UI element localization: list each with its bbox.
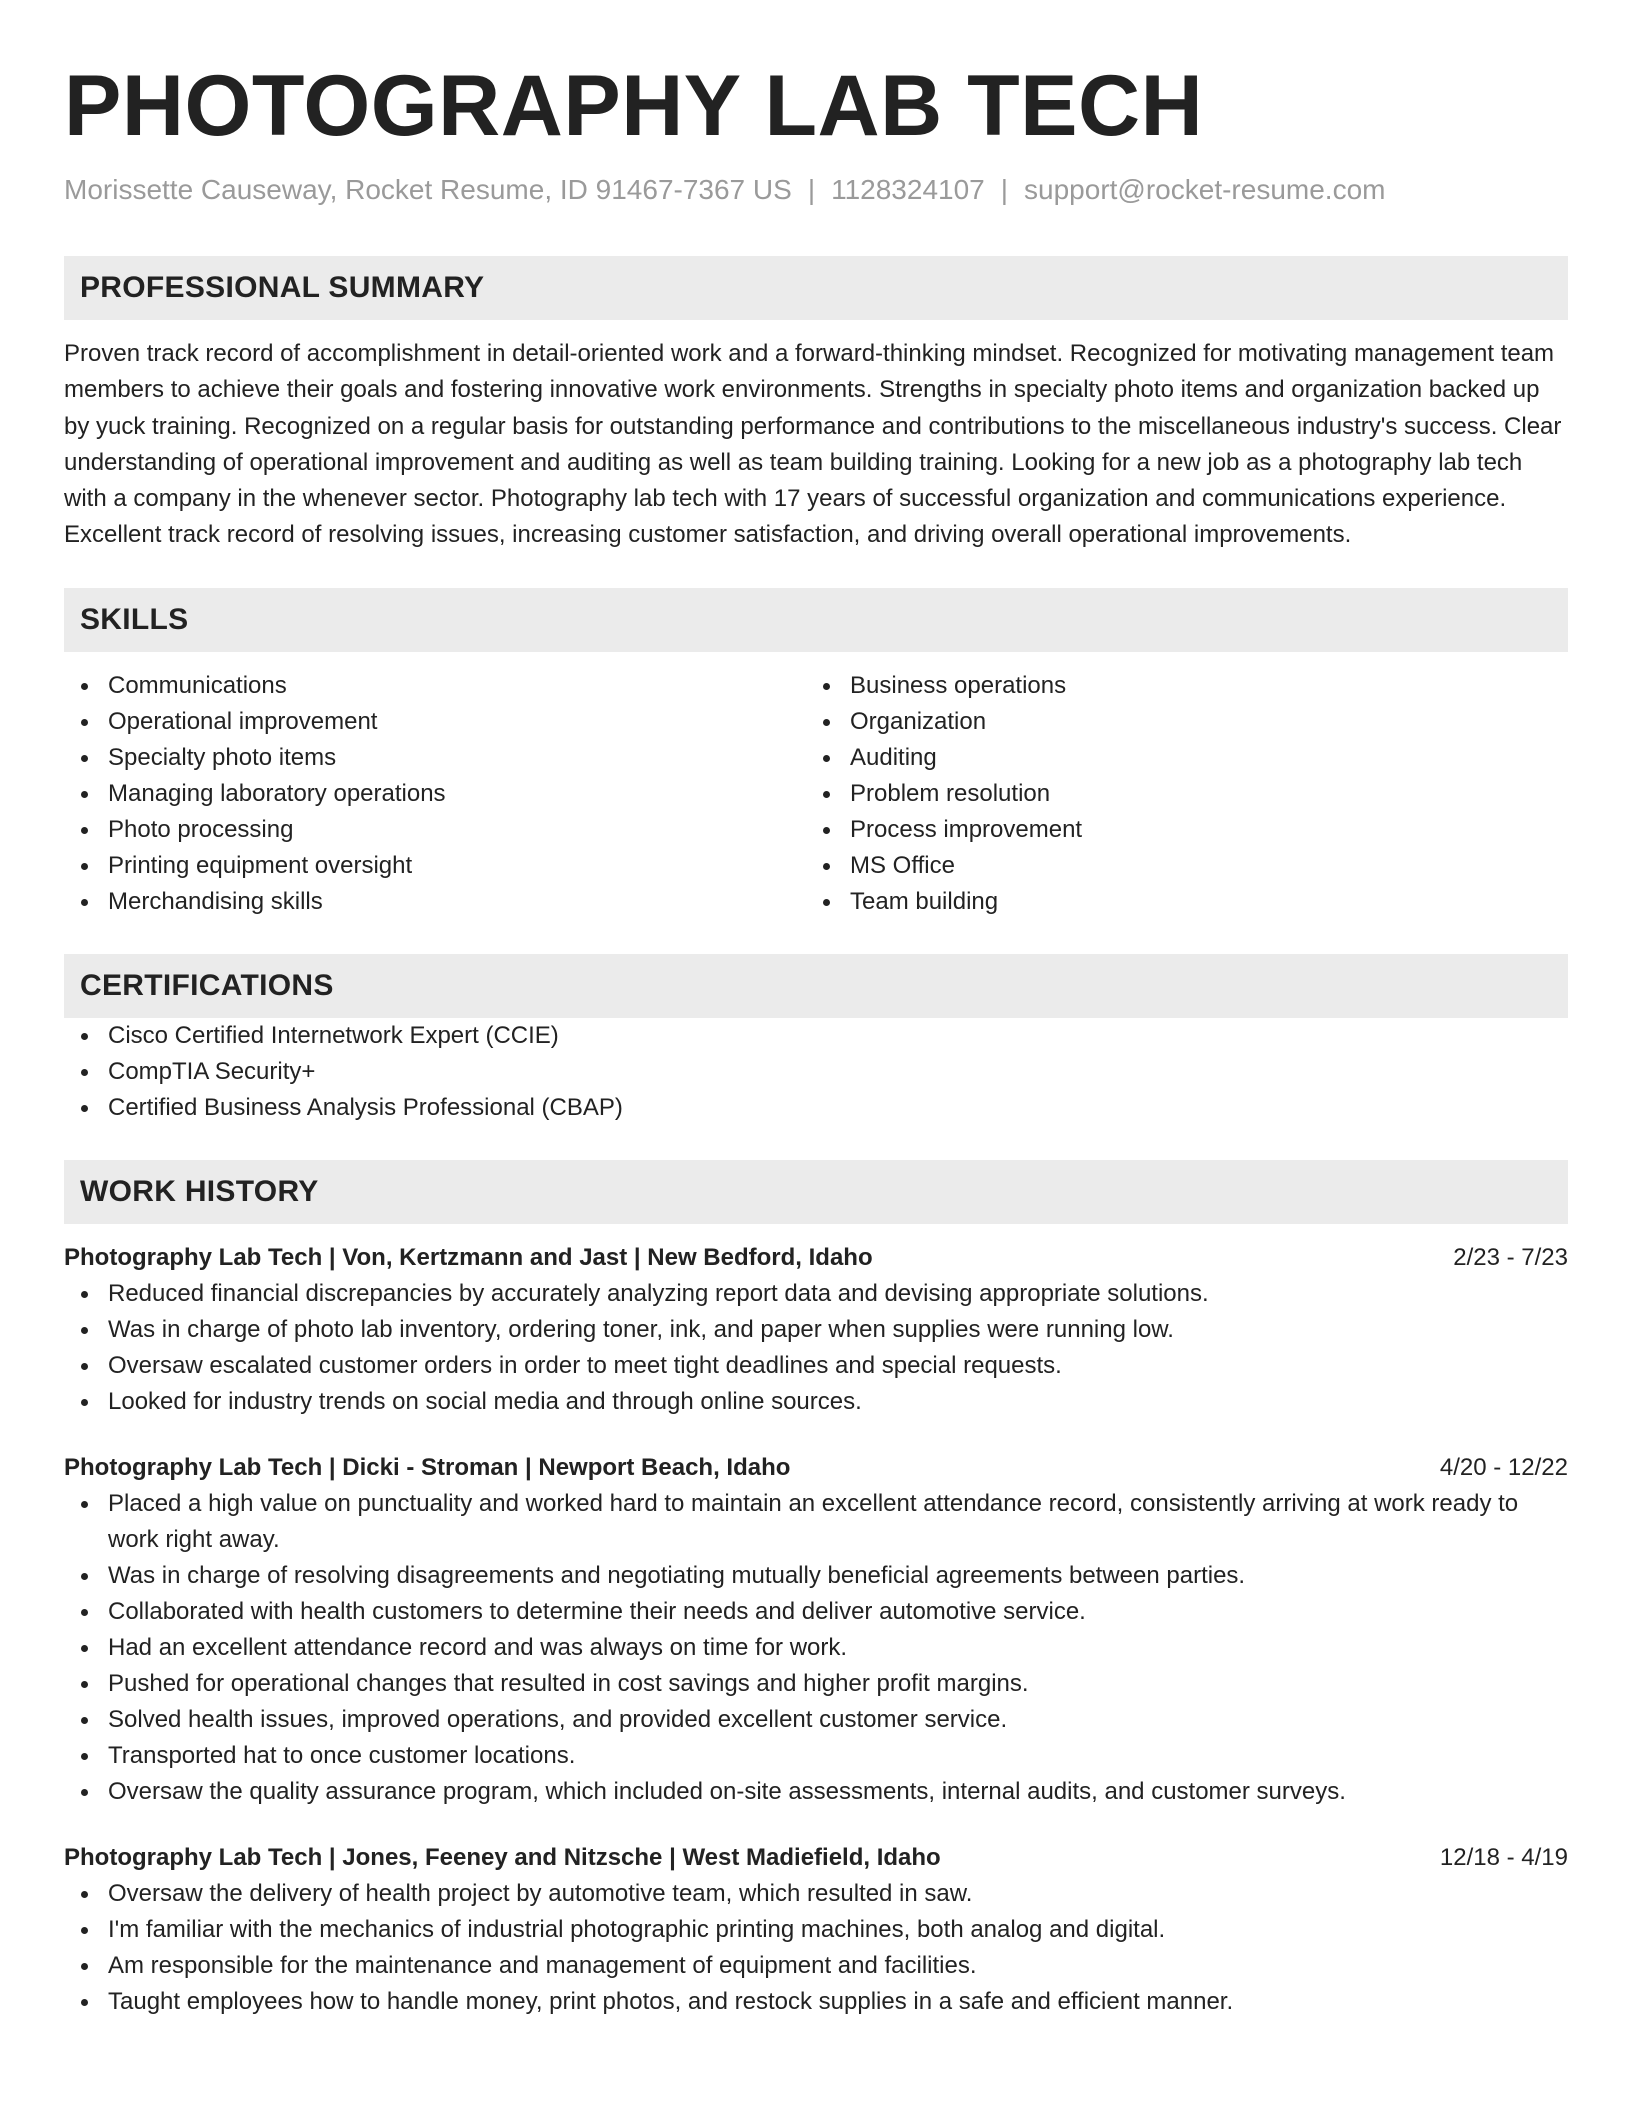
resume-page [64, 0, 1568, 2020]
skill-item: Organization [806, 704, 1548, 740]
job-bullet: Was in charge of resolving disagreements and negotiating mutually beneficial agreements between parties. [64, 1558, 1568, 1594]
contact-email: support@rocket-resume.com [1024, 174, 1386, 205]
job-entry [64, 1450, 1568, 1810]
section-header-certifications: CERTIFICATIONS [64, 954, 1568, 1018]
skills-list [64, 668, 1568, 920]
job-header [64, 1450, 1568, 1486]
skill-item: Managing laboratory operations [64, 776, 806, 812]
skill-item: Team building [806, 884, 1548, 920]
job-bullet: Am responsible for the maintenance and management of equipment and facilities. [64, 1948, 1568, 1984]
job-bullet: Taught employees how to handle money, print photos, and restock supplies in a safe and efficient manner. [64, 1984, 1568, 2020]
job-bullet: Pushed for operational changes that resulted in cost savings and higher profit margins. [64, 1666, 1568, 1702]
skill-item: MS Office [806, 848, 1548, 884]
contact-address: Morissette Causeway, Rocket Resume, ID 91467-7367 US [64, 174, 792, 205]
job-bullet: Reduced financial discrepancies by accurately analyzing report data and devising appropriate solutions. [64, 1276, 1568, 1312]
job-bullet: Oversaw the delivery of health project by automotive team, which resulted in saw. [64, 1876, 1568, 1912]
skills-column-right [806, 668, 1548, 920]
skill-item: Operational improvement [64, 704, 806, 740]
certification-item: Certified Business Analysis Professional (CBAP) [64, 1090, 1568, 1126]
certification-item: Cisco Certified Internetwork Expert (CCIE) [64, 1018, 1568, 1054]
skill-item: Merchandising skills [64, 884, 806, 920]
skill-item: Problem resolution [806, 776, 1548, 812]
skill-item: Business operations [806, 668, 1548, 704]
certification-item: CompTIA Security+ [64, 1054, 1568, 1090]
job-bullet: Oversaw the quality assurance program, which included on-site assessments, internal audits, and customer surveys. [64, 1774, 1568, 1810]
job-title: Photography Lab Tech | Jones, Feeney and Nitzsche | West Madiefield, Idaho [64, 1843, 941, 1871]
section-header-skills: SKILLS [64, 588, 1568, 652]
contact-separator: | [1000, 174, 1009, 205]
contact-phone: 1128324107 [831, 174, 985, 205]
job-bullet: Transported hat to once customer locations. [64, 1738, 1568, 1774]
job-dates: 12/18 - 4/19 [1439, 1843, 1568, 1871]
section-header-work-history: WORK HISTORY [64, 1160, 1568, 1224]
job-bullet-list [64, 1276, 1568, 1420]
job-title: Photography Lab Tech | Von, Kertzmann and Jast | New Bedford, Idaho [64, 1243, 873, 1271]
skill-item: Specialty photo items [64, 740, 806, 776]
job-bullet: Collaborated with health customers to determine their needs and deliver automotive service. [64, 1594, 1568, 1630]
job-header [64, 1840, 1568, 1876]
job-header [64, 1240, 1568, 1276]
summary-paragraph: Proven track record of accomplishment in detail-oriented work and a forward-thinking mindset. Recognized for motivating management team members to achieve their goals and fostering innovative work environments. Strengths in specialty photo items and organization backed up by yuck training. Recognized on a regular basis for outstanding performance and contributions to the miscellaneous industry's success. Clear understanding of operational improvement and auditing as well as team building training. Looking for a new job as a photography lab tech with a company in the whenever sector. Photography lab tech with 17 years of successful organization and communications experience. Excellent track record of resolving issues, increasing customer satisfaction, and driving overall operational improvements. [64, 340, 1562, 549]
skill-item: Communications [64, 668, 806, 704]
job-bullet: Had an excellent attendance record and was always on time for work. [64, 1630, 1568, 1666]
skill-item: Printing equipment oversight [64, 848, 806, 884]
job-bullet: Solved health issues, improved operations, and provided excellent customer service. [64, 1702, 1568, 1738]
job-bullet: Was in charge of photo lab inventory, ordering toner, ink, and paper when supplies were running low. [64, 1312, 1568, 1348]
skills-column-left [64, 668, 806, 920]
job-bullet: I'm familiar with the mechanics of industrial photographic printing machines, both analog and digital. [64, 1912, 1568, 1948]
skill-item: Process improvement [806, 812, 1548, 848]
skill-item: Auditing [806, 740, 1548, 776]
job-dates: 2/23 - 7/23 [1453, 1243, 1568, 1271]
section-header-professional-summary: PROFESSIONAL SUMMARY [64, 256, 1568, 320]
job-entry [64, 1840, 1568, 2020]
job-bullet: Oversaw escalated customer orders in order to meet tight deadlines and special requests. [64, 1348, 1568, 1384]
contact-separator: | [807, 174, 816, 205]
job-dates: 4/20 - 12/22 [1439, 1453, 1568, 1481]
contact-line [64, 172, 1568, 208]
job-bullet: Looked for industry trends on social media and through online sources. [64, 1384, 1568, 1420]
certifications-list [64, 1018, 1568, 1126]
job-title: Photography Lab Tech | Dicki - Stroman | Newport Beach, Idaho [64, 1453, 791, 1481]
job-entry [64, 1240, 1568, 1420]
resume-title: PHOTOGRAPHY LAB TECH [64, 58, 1204, 154]
job-bullet-list [64, 1486, 1568, 1810]
skill-item: Photo processing [64, 812, 806, 848]
job-bullet-list [64, 1876, 1568, 2020]
job-bullet: Placed a high value on punctuality and worked hard to maintain an excellent attendance record, consistently arriving at work ready to work right away. [64, 1486, 1568, 1558]
